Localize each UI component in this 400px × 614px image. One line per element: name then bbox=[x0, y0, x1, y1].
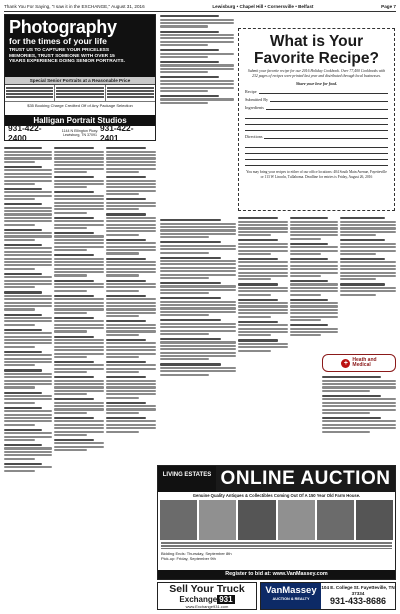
studio-phone-right: 931-422-2401 bbox=[99, 123, 134, 143]
classified-column bbox=[160, 218, 236, 462]
classified-column bbox=[54, 146, 104, 612]
cookbook-intro: Submit your favorite recipe for our 2016 Holiday Cookbook. Over 77,400 Cookbooks with 232 pages of recipes were printed last year and distributed through local businesses. bbox=[247, 69, 386, 78]
studio-name: Halligan Portrait Studios bbox=[5, 115, 155, 126]
package-cell bbox=[5, 85, 55, 101]
auction-item-list bbox=[158, 542, 395, 549]
sell-truck-title: Sell Your Truck bbox=[169, 583, 245, 595]
recipe-name-field[interactable]: Recipe bbox=[245, 89, 388, 94]
page-masthead bbox=[4, 2, 396, 12]
exchange931-logo: Exchange 931 bbox=[179, 595, 233, 604]
online-auction-ad bbox=[157, 465, 396, 580]
booking-charge-note: $35 Booking Charge Credited Off of Any Package Selection bbox=[27, 103, 133, 108]
classified-column bbox=[322, 375, 396, 463]
auction-pickup: Pick-up: Friday, September 9th bbox=[161, 555, 216, 561]
ingredients-field[interactable]: Ingredients bbox=[245, 105, 388, 110]
photography-subtitle: for the times of your life bbox=[9, 36, 107, 46]
living-estates-logo: LIVING ESTATES bbox=[158, 466, 216, 492]
classified-column bbox=[340, 216, 396, 352]
auction-item-photo bbox=[317, 500, 354, 540]
auction-register-link[interactable]: Register to bid at: www.VanMassey.com bbox=[158, 570, 395, 579]
page-number: Page 7 bbox=[381, 4, 396, 9]
ingredients-blank-line[interactable] bbox=[245, 125, 388, 131]
auction-item-photo bbox=[199, 500, 236, 540]
package-cell bbox=[55, 85, 105, 101]
photography-title: Photography bbox=[9, 17, 117, 37]
masthead-date: Thank You For Saying, "I saw it in the EXCHANGE," August 31, 2016 bbox=[4, 4, 145, 9]
exchange931-url[interactable]: www.Exchange931.com bbox=[185, 604, 229, 609]
vanmassey-phone[interactable]: 931-433-8686 bbox=[329, 595, 387, 606]
directions-field[interactable]: Directions bbox=[245, 134, 388, 139]
classified-column bbox=[4, 146, 52, 612]
photography-ad-header bbox=[5, 15, 155, 77]
cookbook-recipe-form bbox=[238, 28, 395, 211]
cookbook-footer: You may bring your recipes to either of our office locations: 404 South Main Avenue, Fayetteville or 113 W Lincoln, Tullahoma. Deadline for entries is Friday, August 26, 2016 bbox=[246, 170, 387, 179]
directions-blank-line[interactable] bbox=[245, 160, 388, 166]
medical-cross-icon: + bbox=[341, 359, 350, 368]
auction-title: ONLINE AUCTION bbox=[216, 466, 395, 492]
vanmassey-contact bbox=[321, 585, 395, 607]
classified-column bbox=[238, 216, 288, 462]
auction-item-photo bbox=[278, 500, 315, 540]
vanmassey-logo: VanMassey AUCTION & REALTY bbox=[261, 583, 321, 609]
submitted-by-field[interactable]: Submitted By bbox=[245, 97, 388, 102]
studio-contact-row bbox=[5, 123, 155, 143]
auction-item-photo bbox=[160, 500, 197, 540]
classified-column bbox=[106, 146, 156, 612]
auction-bidding-ends: Bidding Ends: Thursday, September 8th bbox=[161, 550, 232, 556]
auction-header bbox=[158, 466, 395, 492]
studio-phone-left: 931-422-2400 bbox=[8, 123, 42, 143]
auction-subtitle: Genuine Quality Antiques & Collectibles Coming Out Of A 150 Year Old Farm House. bbox=[192, 493, 361, 498]
vanmassey-address: 104 E. College St. Fayetteville, TN 37334 bbox=[321, 585, 395, 596]
heath-medical-ad bbox=[322, 354, 396, 372]
cookbook-share-line: Share your love for food. bbox=[295, 81, 338, 87]
package-table-row bbox=[5, 85, 155, 102]
cookbook-title: What is Your Favorite Recipe? bbox=[254, 33, 379, 67]
sell-your-truck-ad bbox=[157, 582, 257, 610]
auction-photo-strip bbox=[158, 499, 395, 541]
photography-ad bbox=[4, 14, 156, 141]
auction-item-photo bbox=[238, 500, 275, 540]
vanmassey-ad bbox=[260, 582, 396, 610]
classified-column bbox=[160, 14, 234, 214]
auction-item-photo bbox=[356, 500, 393, 540]
photography-trust-text: TRUST US TO CAPTURE YOUR PRICELESS MEMORIES, TRUST SOMEONE WITH OVER 15 YEARS EXPERIENCE DOING SENIOR PORTRAITS. bbox=[9, 48, 125, 65]
heath-medical-name: Heath and Medical bbox=[352, 357, 377, 368]
package-cell bbox=[106, 85, 155, 101]
masthead-towns: Lewisburg • Chapel Hill • Cornersville • Belfast bbox=[212, 4, 314, 9]
photography-special-banner: Special Senior Portraits at a Reasonable Price bbox=[5, 77, 155, 85]
studio-address: 1144 N Ellington Pkwy. Lewisburg, TN 37091 bbox=[61, 128, 99, 137]
